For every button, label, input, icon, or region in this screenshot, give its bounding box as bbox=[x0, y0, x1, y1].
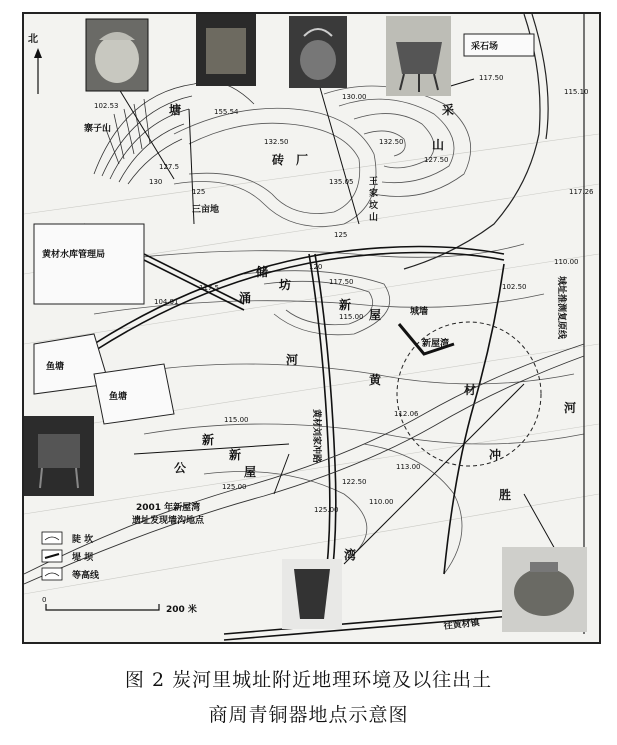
elev-label: 132.50 bbox=[379, 138, 404, 146]
elev-label: 110.00 bbox=[369, 498, 394, 506]
label-chu: 储 bbox=[256, 265, 269, 279]
scale-bar bbox=[46, 604, 159, 610]
north-label: 北 bbox=[28, 34, 38, 45]
label-road-vertical: 黄材刘家冲路 bbox=[311, 409, 321, 464]
figure-caption-line-2: 商周青铜器地点示意图 bbox=[208, 704, 409, 726]
elev-label: 112.06 bbox=[394, 410, 419, 418]
elev-label: 117.26 bbox=[569, 188, 594, 196]
label-sanmudi: 三亩地 bbox=[192, 205, 220, 215]
elev-label: 115.10 bbox=[564, 88, 589, 96]
scale-label: 200 米 bbox=[166, 605, 197, 615]
elev-label: 155.54 bbox=[214, 108, 239, 116]
label-chang: 厂 bbox=[296, 153, 309, 167]
north-arrow bbox=[28, 33, 42, 94]
elev-label: 120 bbox=[309, 263, 323, 271]
label-xin2: 新 bbox=[202, 433, 215, 447]
elev-label: 125 bbox=[192, 188, 206, 196]
legend-item-label: 陡 坎 bbox=[72, 535, 94, 545]
label-road-to-huangcai: 往黄材镇 bbox=[443, 618, 481, 632]
elev-label: 125.00 bbox=[314, 506, 339, 514]
elev-label: 125 bbox=[334, 231, 348, 239]
elev-label: 125.00 bbox=[222, 483, 247, 491]
legend-item-label: 堤 坝 bbox=[72, 553, 94, 563]
label-site-2001-line2: 遗址发现墙沟地点 bbox=[132, 516, 205, 526]
label-wangjia-2: 家 bbox=[369, 189, 379, 199]
label-he2: 河 bbox=[286, 353, 299, 367]
label-wu: 屋 bbox=[369, 308, 382, 322]
label-yutang-1: 鱼塘 bbox=[46, 362, 65, 372]
label-yong: 涌 bbox=[239, 291, 252, 305]
elev-label: 104.91 bbox=[154, 298, 179, 306]
label-lizishan: 寨子山 bbox=[84, 124, 112, 134]
label-wangjia-3: 坟 bbox=[369, 201, 379, 211]
elev-label: 115.00 bbox=[224, 416, 249, 424]
label-caishichang: 采石场 bbox=[471, 42, 499, 52]
label-sheng: 胜 bbox=[499, 488, 512, 502]
elev-label: 132.50 bbox=[264, 138, 289, 146]
label-xinwuwan-v3: 湾 bbox=[344, 548, 357, 562]
elev-label: 102.50 bbox=[502, 283, 527, 291]
label-yutang-2: 鱼塘 bbox=[109, 392, 128, 402]
label-ditch-line: 城址推测复原线 bbox=[556, 276, 566, 340]
label-zhuan: 砖 bbox=[272, 153, 285, 167]
label-xinwuwan-v1: 新 bbox=[229, 448, 242, 462]
label-chengqiang: 城墙 bbox=[410, 307, 429, 317]
fish-pond-2 bbox=[94, 364, 174, 424]
map-frame bbox=[22, 12, 601, 644]
elev-label: 127.50 bbox=[424, 156, 449, 164]
label-xinwuwan-v2: 屋 bbox=[244, 465, 257, 479]
elev-label: 135.05 bbox=[329, 178, 354, 186]
label-site-2001-line1: 2001 年新屋湾 bbox=[136, 503, 201, 513]
elev-label: 115.00 bbox=[339, 313, 364, 321]
label-wangjia-4: 山 bbox=[369, 213, 379, 223]
label-shan: 山 bbox=[432, 138, 445, 152]
label-huang: 黄 bbox=[369, 373, 382, 387]
elev-label: 117.50 bbox=[329, 278, 354, 286]
label-huangcai-office: 黄材水库管理局 bbox=[42, 250, 106, 260]
label-chong: 冲 bbox=[489, 448, 502, 462]
label-cai2: 材 bbox=[464, 383, 477, 397]
elev-label: 117.50 bbox=[479, 74, 504, 82]
legend-item-label: 等高线 bbox=[72, 571, 100, 581]
label-xin: 新 bbox=[339, 298, 352, 312]
label-tangxi-1: 塘 bbox=[169, 103, 182, 117]
label-xinwuwan: 新屋湾 bbox=[422, 339, 450, 349]
elev-label: 127.5 bbox=[159, 163, 180, 171]
elev-label: 102.53 bbox=[94, 102, 119, 110]
label-he: 河 bbox=[564, 401, 577, 415]
label-wangjia-1: 王 bbox=[369, 177, 379, 187]
scale-zero-label: 0 bbox=[42, 596, 47, 604]
elev-label: 117.5 bbox=[199, 284, 220, 292]
elev-label: 130.00 bbox=[342, 93, 367, 101]
elev-label: 110.00 bbox=[554, 258, 579, 266]
label-fang: 坊 bbox=[279, 278, 292, 292]
figure-caption-line-1: 图 2 炭河里城址附近地理环境及以往出土 bbox=[124, 669, 493, 691]
elev-label: 113.00 bbox=[396, 463, 421, 471]
huangcai-office-block bbox=[34, 224, 144, 304]
elev-label: 130 bbox=[149, 178, 163, 186]
elev-label: 122.50 bbox=[342, 478, 367, 486]
label-gong: 公 bbox=[174, 461, 187, 475]
label-cai: 采 bbox=[442, 103, 455, 117]
map-canvas bbox=[24, 14, 599, 642]
terrain-texture bbox=[24, 134, 599, 594]
